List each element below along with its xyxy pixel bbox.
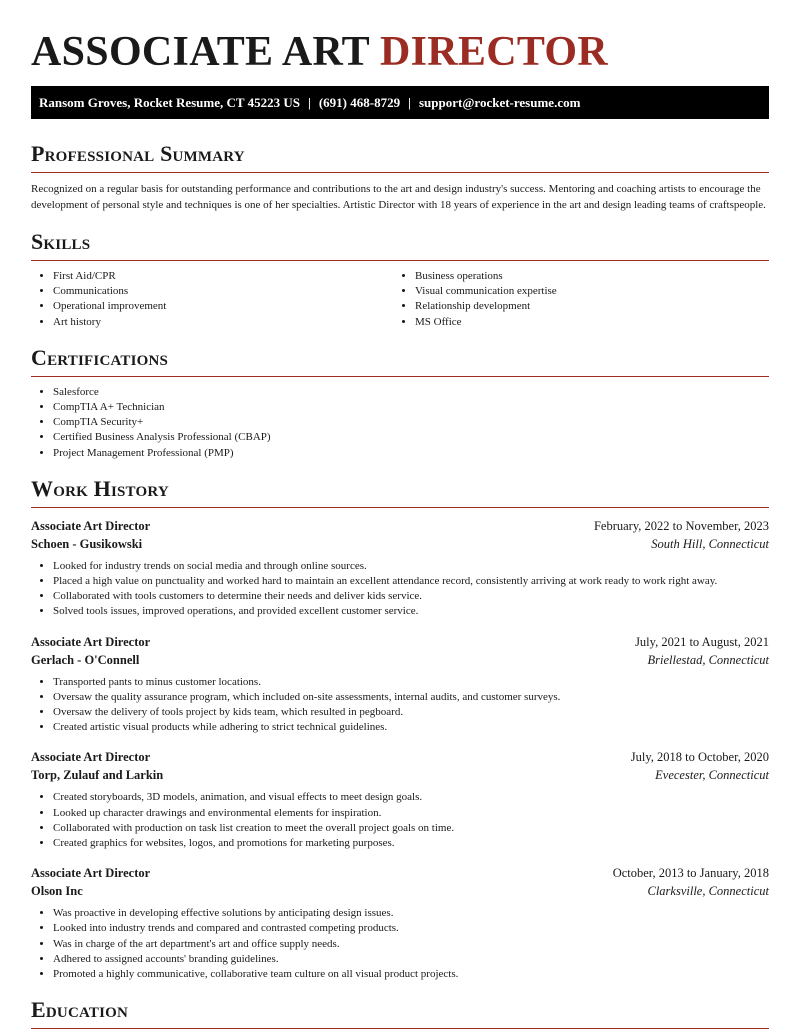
list-item: • Placed a high value on punctuality and worked hard to maintain an excellent attendance record, consistently arriving at work ready to work right away. xyxy=(53,574,769,589)
list-item: • Was proactive in developing effective solutions by anticipating design issues. xyxy=(53,906,769,921)
job-location: South Hill, Connecticut xyxy=(651,536,769,551)
list-item: • Transported pants to minus customer locations. xyxy=(53,675,769,690)
list-item: • Adhered to assigned accounts' branding guidelines. xyxy=(53,952,769,967)
job-title: Associate Art Director xyxy=(31,518,151,533)
list-item: • Business operations xyxy=(415,269,755,284)
job-company: Olson Inc xyxy=(31,884,83,899)
list-item: • Project Management Professional (PMP) xyxy=(53,446,769,461)
list-item: • Collaborated with production on task list creation to meet the overall project goals on time. xyxy=(53,821,769,836)
list-item: • Created graphics for websites, logos, and promotions for marketing purposes. xyxy=(53,836,769,851)
job-entry xyxy=(31,517,769,620)
list-item: • Solved tools issues, improved operations, and provided excellent customer service. xyxy=(53,604,769,619)
list-item: • Looked into industry trends and compared and contrasted competing products. xyxy=(53,921,769,936)
job-title: Associate Art Director xyxy=(31,750,151,765)
job-dates: July, 2018 to October, 2020 xyxy=(630,750,769,765)
list-item: • Salesforce xyxy=(53,385,769,400)
list-item: • CompTIA A+ Technician xyxy=(53,400,769,415)
job-title: Associate Art Director xyxy=(31,866,151,881)
contact-phone: (691) 468-8729 xyxy=(318,94,401,110)
job-entry xyxy=(31,633,769,736)
contact-bar xyxy=(31,86,769,119)
list-item: • Was in charge of the art department's art and office supply needs. xyxy=(53,937,769,952)
job-title: Associate Art Director xyxy=(31,634,151,649)
list-item: • Promoted a highly communicative, collaborative team culture on all visual product projects. xyxy=(53,967,769,982)
page-title xyxy=(31,0,769,75)
job-entry xyxy=(31,748,769,851)
summary-text: Recognized on a regular basis for outstanding performance and contributions to the art and design industry's success. Mentoring and coaching artists to encourage the development of personal style and techniques is one of her specialties. Artistic Director with 18 years of experience in the art and design leading teams of craftspeople. xyxy=(31,183,766,211)
skills-heading: Skills xyxy=(31,229,769,261)
list-item: • Looked for industry trends on social media and through online sources. xyxy=(53,559,769,574)
list-item: • Relationship development xyxy=(415,299,755,314)
job-dates: February, 2022 to November, 2023 xyxy=(593,518,769,533)
education-section xyxy=(31,997,769,1029)
job-location: Briellestad, Connecticut xyxy=(647,652,769,667)
list-item: • First Aid/CPR xyxy=(53,269,393,284)
work-history-heading: Work History xyxy=(31,476,769,508)
list-item: • Certified Business Analysis Professional (CBAP) xyxy=(53,430,769,445)
contact-separator: | xyxy=(408,94,411,110)
education-heading: Education xyxy=(31,997,769,1029)
work-history-section xyxy=(31,476,769,982)
list-item: • Oversaw the delivery of tools project by kids team, which resulted in pegboard. xyxy=(53,705,769,720)
job-location: Clarksville, Connecticut xyxy=(647,884,769,899)
list-item: • Operational improvement xyxy=(53,299,393,314)
name-last: DIRECTOR xyxy=(379,29,608,75)
skills-columns xyxy=(31,269,769,330)
job-company: Schoen - Gusikowski xyxy=(31,536,143,551)
list-item: • Created artistic visual products while adhering to strict technical guidelines. xyxy=(53,720,769,735)
job-dates: October, 2013 to January, 2018 xyxy=(612,866,769,881)
summary-section xyxy=(31,141,769,213)
name-first: ASSOCIATE ART xyxy=(31,29,370,75)
list-item: • MS Office xyxy=(415,315,755,330)
contact-separator: | xyxy=(307,94,311,110)
list-item: • CompTIA Security+ xyxy=(53,415,769,430)
list-item: • Visual communication expertise xyxy=(415,284,755,299)
job-entry xyxy=(31,864,769,982)
contact-address: Ransom Groves, Rocket Resume, CT 45223 US xyxy=(39,94,300,110)
skills-column-right xyxy=(393,269,755,330)
list-item: • Art history xyxy=(53,315,393,330)
list-item: • Looked up character drawings and environmental elements for inspiration. xyxy=(53,806,769,821)
summary-heading: Professional Summary xyxy=(31,141,769,173)
job-location: Evecester, Connecticut xyxy=(655,768,769,783)
skills-section xyxy=(31,229,769,330)
skills-column-left xyxy=(31,269,393,330)
job-company: Gerlach - O'Connell xyxy=(31,652,140,667)
certifications-section xyxy=(31,345,769,461)
list-item: • Communications xyxy=(53,284,393,299)
list-item: • Oversaw the quality assurance program, which included on-site assessments, internal audits, and customer surveys. xyxy=(53,690,769,705)
certifications-heading: Certifications xyxy=(31,345,769,377)
contact-email[interactable]: support@rocket-resume.com xyxy=(418,94,581,110)
list-item: • Collaborated with tools customers to determine their needs and deliver kids service. xyxy=(53,589,769,604)
job-dates: July, 2021 to August, 2021 xyxy=(635,634,769,649)
list-item: • Created storyboards, 3D models, animation, and visual effects to meet design goals. xyxy=(53,790,769,805)
job-company: Torp, Zulauf and Larkin xyxy=(31,768,164,783)
